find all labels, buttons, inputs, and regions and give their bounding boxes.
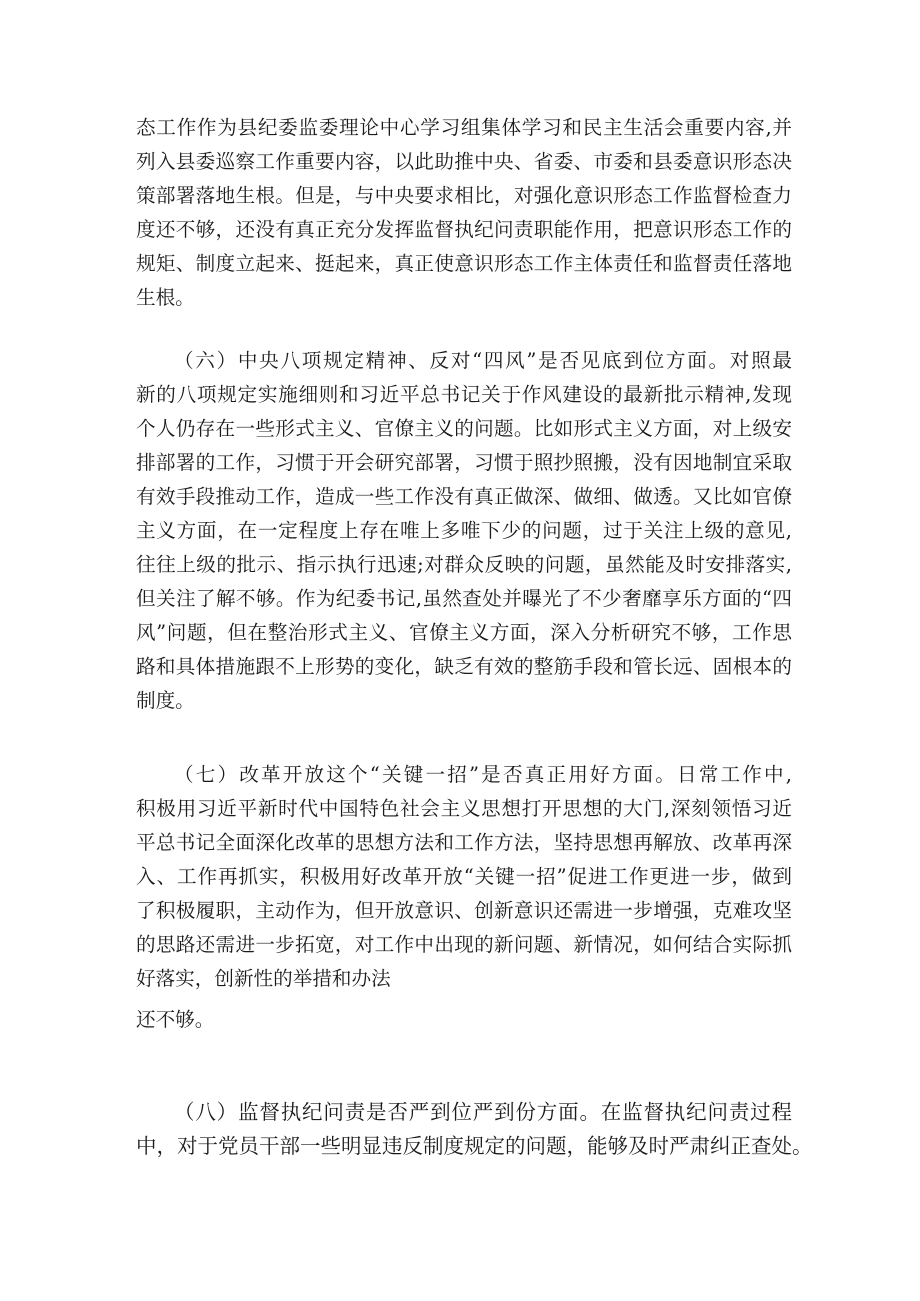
- paragraph-reform-opening-tail: [136, 1003, 792, 1037]
- text-line: 新的八项规定实施细则和习近平总书记关于作风建设的最新批示精神,发现: [136, 383, 792, 406]
- text-line: 但关注了解不够。作为纪委书记,虽然查处并曝光了不少奢靡享乐方面的“四: [136, 587, 792, 610]
- paragraph-supervision-accountability: [136, 1095, 813, 1163]
- text-line: 个人仍存在一些形式主义、官僚主义的问题。比如形式主义方面，对上级安: [136, 417, 792, 440]
- text-line: 排部署的工作，习惯于开会研究部署，习惯于照抄照搬，没有因地制宜采取: [136, 451, 792, 474]
- paragraph-ideology-supervision: [136, 111, 792, 315]
- text-line: 入、工作再抓实，积极用好改革开放“关键一招”促进工作更进一步，做到: [136, 865, 792, 888]
- text-line: 中，对于党员干部一些明显违反制度规定的问题，能够及时严肃纠正查处。: [136, 1134, 813, 1158]
- text-line: 有效手段推动工作，造成一些工作没有真正做深、做细、做透。又比如官僚: [136, 485, 792, 508]
- text-line: 规矩、制度立起来、挺起来，真正使意识形态工作主体责任和监督责任落地: [136, 252, 792, 275]
- section-heading-line: （七）改革开放这个“关键一招”是否真正用好方面。日常工作中,: [174, 763, 792, 786]
- text-line: 策部署落地生根。但是，与中央要求相比，对强化意识形态工作监督检查力: [136, 184, 792, 207]
- text-line: 平总书记全面深化改革的思想方法和工作方法，坚持思想再解放、改革再深: [136, 831, 792, 854]
- section-heading-line: （六）中央八项规定精神、反对“四风”是否见底到位方面。对照最: [174, 349, 792, 372]
- text-line: 的思路还需进一步拓宽，对工作中出现的新问题、新情况，如何结合实际抓: [136, 933, 792, 956]
- paragraph-reform-opening: [136, 758, 792, 996]
- text-line: 往往上级的批示、指示执行迅速;对群众反映的问题，虽然能及时安排落实,: [136, 553, 792, 576]
- text-line: 路和具体措施跟不上形势的变化，缺乏有效的整筋手段和管长远、固根本的: [136, 655, 792, 678]
- text-line: 积极用习近平新时代中国特色社会主义思想打开思想的大门,深刻领悟习近: [136, 797, 792, 820]
- text-line: 制度。: [136, 689, 195, 712]
- text-line: 度还不够，还没有真正充分发挥监督执纪问责职能作用，把意识形态工作的: [136, 218, 792, 241]
- text-line: 好落实，创新性的举措和办法: [136, 967, 391, 990]
- text-line: 生根。: [136, 286, 195, 309]
- paragraph-eight-regulations: [136, 344, 792, 718]
- section-heading-line: （八）监督执纪问责是否严到位严到份方面。在监督执纪问责过程: [174, 1100, 792, 1124]
- text-line: 列入县委巡察工作重要内容，以此助推中央、省委、市委和县委意识形态决: [136, 150, 792, 173]
- text-line: 了积极履职，主动作为，但开放意识、创新意识还需进一步增强，克难攻坚: [136, 899, 792, 922]
- text-line: 态工作作为县纪委监委理论中心学习组集体学习和民主生活会重要内容,并: [136, 116, 792, 139]
- text-line: 还不够。: [136, 1008, 215, 1031]
- text-line: 风”问题，但在整治形式主义、官僚主义方面，深入分析研究不够，工作思: [136, 621, 792, 644]
- text-line: 主义方面，在一定程度上存在唯上多唯下少的问题，过于关注上级的意见,: [136, 519, 792, 542]
